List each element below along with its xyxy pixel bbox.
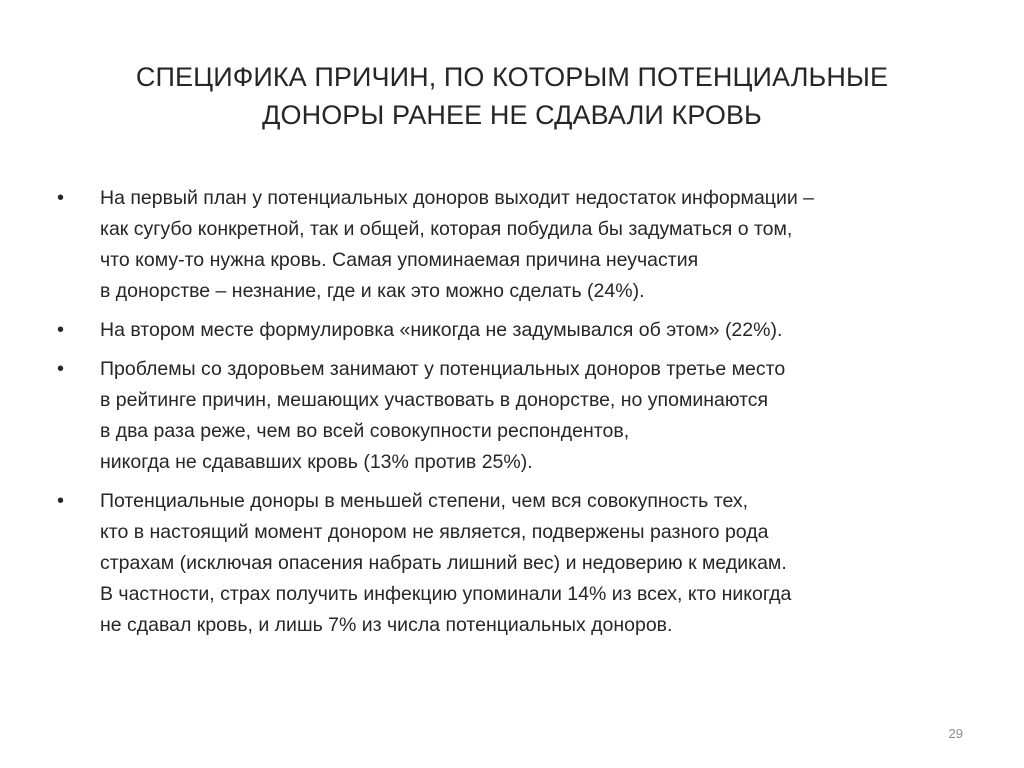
bullet-marker: • [57, 187, 65, 209]
bullet-line: кто в настоящий момент донором не является, подвержены разного рода [100, 521, 769, 543]
bullet-item [0, 315, 1024, 346]
bullet-list [0, 183, 1024, 649]
bullet-line: Потенциальные доноры в меньшей степени, чем вся совокупность тех, [100, 490, 749, 512]
bullet-item [0, 183, 1024, 307]
slide-title [60, 58, 964, 134]
bullet-marker: • [57, 358, 65, 380]
slide-title-line: ДОНОРЫ РАНЕЕ НЕ СДАВАЛИ КРОВЬ [262, 100, 762, 130]
page-number: 29 [948, 726, 963, 741]
bullet-line: страхам (исключая опасения набрать лишний вес) и недоверию к медикам. [100, 552, 787, 574]
bullet-line: На первый план у потенциальных доноров выходит недостаток информации – [100, 187, 815, 209]
bullet-text [100, 315, 980, 346]
bullet-line: в рейтинге причин, мешающих участвовать в донорстве, но упоминаются [100, 389, 769, 411]
bullet-line: Проблемы со здоровьем занимают у потенциальных доноров третье место [100, 358, 786, 380]
bullet-text [100, 486, 980, 641]
bullet-line: На втором месте формулировка «никогда не задумывался об этом» (22%). [100, 319, 783, 341]
bullet-line: в два раза реже, чем во всей совокупности респондентов, [100, 420, 630, 442]
bullet-marker: • [57, 319, 65, 341]
bullet-text [100, 354, 980, 478]
slide-title-line: СПЕЦИФИКА ПРИЧИН, ПО КОТОРЫМ ПОТЕНЦИАЛЬНЫЕ [135, 62, 889, 92]
bullet-item [0, 486, 1024, 641]
bullet-line: В частности, страх получить инфекцию упоминали 14% из всех, кто никогда [100, 583, 792, 605]
bullet-line: в донорстве – незнание, где и как это можно сделать (24%). [100, 280, 645, 302]
bullet-line: как сугубо конкретной, так и общей, которая побудила бы задуматься о том, [100, 218, 793, 240]
bullet-line: никогда не сдававших кровь (13% против 25%). [100, 451, 533, 473]
bullet-marker: • [57, 490, 65, 512]
bullet-line: не сдавал кровь, и лишь 7% из числа потенциальных доноров. [100, 614, 673, 636]
bullet-text [100, 183, 980, 307]
bullet-line: что кому-то нужна кровь. Самая упоминаемая причина неучастия [100, 249, 699, 271]
bullet-item [0, 354, 1024, 478]
